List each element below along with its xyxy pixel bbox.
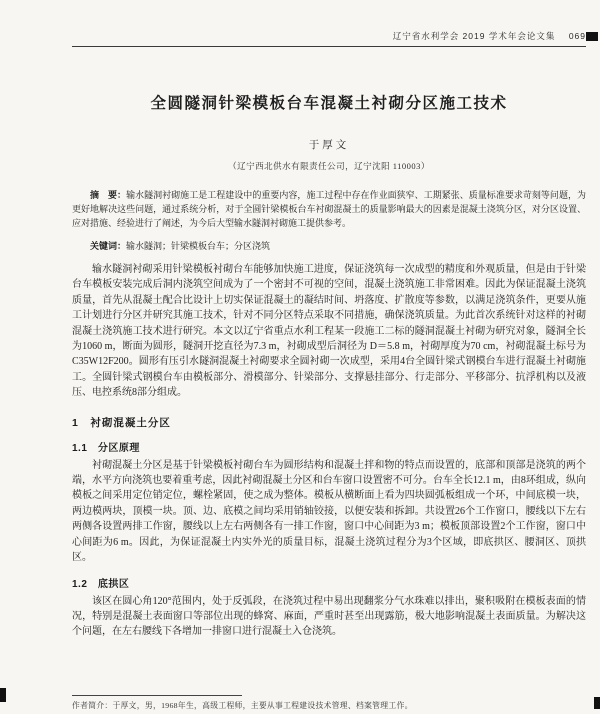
author-name: 于厚文 [308,140,350,151]
keywords-line [72,239,586,253]
keywords-text: 输水隧洞；针梁模板台车；分区浇筑 [126,241,271,251]
abstract-label: 摘 要： [90,190,127,200]
keywords-label: 关键词： [90,241,127,251]
page-content [72,0,586,640]
section-1-1-heading: 1.1 分区原理 [72,442,140,454]
abstract-text: 输水隧洞衬砌施工是工程建设中的重要内容，施工过程中存在作业面狭窄、工期紧张、质量标准要求苛刻等问题，为更好地解决这些问题，通过系统分析，对于全圆针梁模板台车衬砌混凝土的质量影响最大的因素是混凝土浇筑分区，对分区设置、应对措施、经验进行了阐述，为今后大型输水隧洞衬砌施工提供参考。 [72,190,586,228]
author-bio-footnote: 作者简介：于厚文，男，1968年生，高级工程师，主要从事工程建设技术管理、档案管理工作。 [72,701,413,710]
page-number: 069 [568,31,586,41]
section-1-2-heading: 1.2 底拱区 [72,578,130,590]
section-1-heading: 1 衬砌混凝土分区 [72,416,171,429]
header-rule [72,46,586,47]
page-title: 全圆隧洞针梁模板台车混凝土衬砌分区施工技术 [150,95,508,112]
journal-name: 辽宁省水利学会 2019 学术年会论文集 [392,31,556,41]
abstract-paragraph [72,188,586,230]
section-1-1-paragraph: 衬砌混凝土分区是基于针梁模板衬砌台车为圆形结构和混凝土拌和物的特点而设置的，底部和顶部是浇筑的两个端，水平方向浇筑也要着重考虑，因此衬砌混凝土分区和台车窗口设置密不可分。台车全长12.1 m，由8环组成，纵向模板之间采用定位销定位，螺栓紧固，使之成为整体。模板从横断面上看为四块圆弧板组成一个环，中间底模一块，两边模两块，顶模一块。顶、边、底模之间均采用销轴铰接，以便安装和拆卸。共设置26个工作窗口，腰线以下左右两侧各设置两排工作窗，腰线以上左右两侧各有一排工作窗，窗口中心间距为3 m；模板顶部设置2个工作窗，窗口中心间距为6 m。因此，为保证混凝土内实外光的质量目标，混凝土浇筑过程分为3个区域，即底拱区、腰洞区、顶拱区。 [72,459,586,564]
scan-artifact-header-block [586,32,598,41]
intro-paragraph: 输水隧洞衬砌采用针梁模板衬砌台车能够加快施工进度，保证浇筑每一次成型的精度和外观质量，但是由于针梁台车模板安装完成后洞内浇筑空间成为了一个密封不可视的空间，混凝土浇筑施工非常困难。因此为保证混凝土浇筑质量，首先从混凝土配合比设计上切实保证混凝土的凝结时间、坍落度、扩散度等参数，以满足浇筑条件，更要从施工计划进行分区并研究其施工技术，针对不同分区特点采取不同措施，确保浇筑质量。为此首次系统针对这样的衬砌混凝土浇筑施工技术进行研究。本文以辽宁省重点水利工程某一段施工二标的隧洞混凝土衬砌为研究对象，隧洞全长为1060 m，断面为圆形，隧洞开挖直径为7.3 m，衬砌成型后洞径为 D＝5.8 m，衬砌厚度为70 cm，衬砌混凝土标号为C35W12F200。圆形有压引水隧洞混凝土衬砌要求全圆衬砌一次成型，采用4台全圆针梁式钢模台车进行混凝土衬砌施工。全圆针梁式钢模台车由模板部分、滑模部分、针梁部分、支撑悬挂部分、行走部分、平移部分、抗浮机构以及液压、电控系统8部分组成。 [72,264,586,399]
scan-artifact-left-edge [0,688,6,702]
section-1-2-paragraph: 该区在圆心角120°范围内，处于反弧段，在浇筑过程中易出现翻浆分气水珠难以排出，聚积吸附在模板表面的情况，特别是混凝土表面窗口等部位出现的蜂窝、麻面，严重时甚至出现露筋，极大地影响混凝土表面质量。为解决这个问题，在左右腰线下各增加一排窗口进行混凝土入仓浇筑。 [72,595,586,638]
author-affiliation: （辽宁西北供水有限责任公司，辽宁沈阳 110003） [228,161,430,171]
running-header [72,30,586,42]
footnote-rule [72,695,242,696]
scan-artifact-right-edge [594,697,600,709]
